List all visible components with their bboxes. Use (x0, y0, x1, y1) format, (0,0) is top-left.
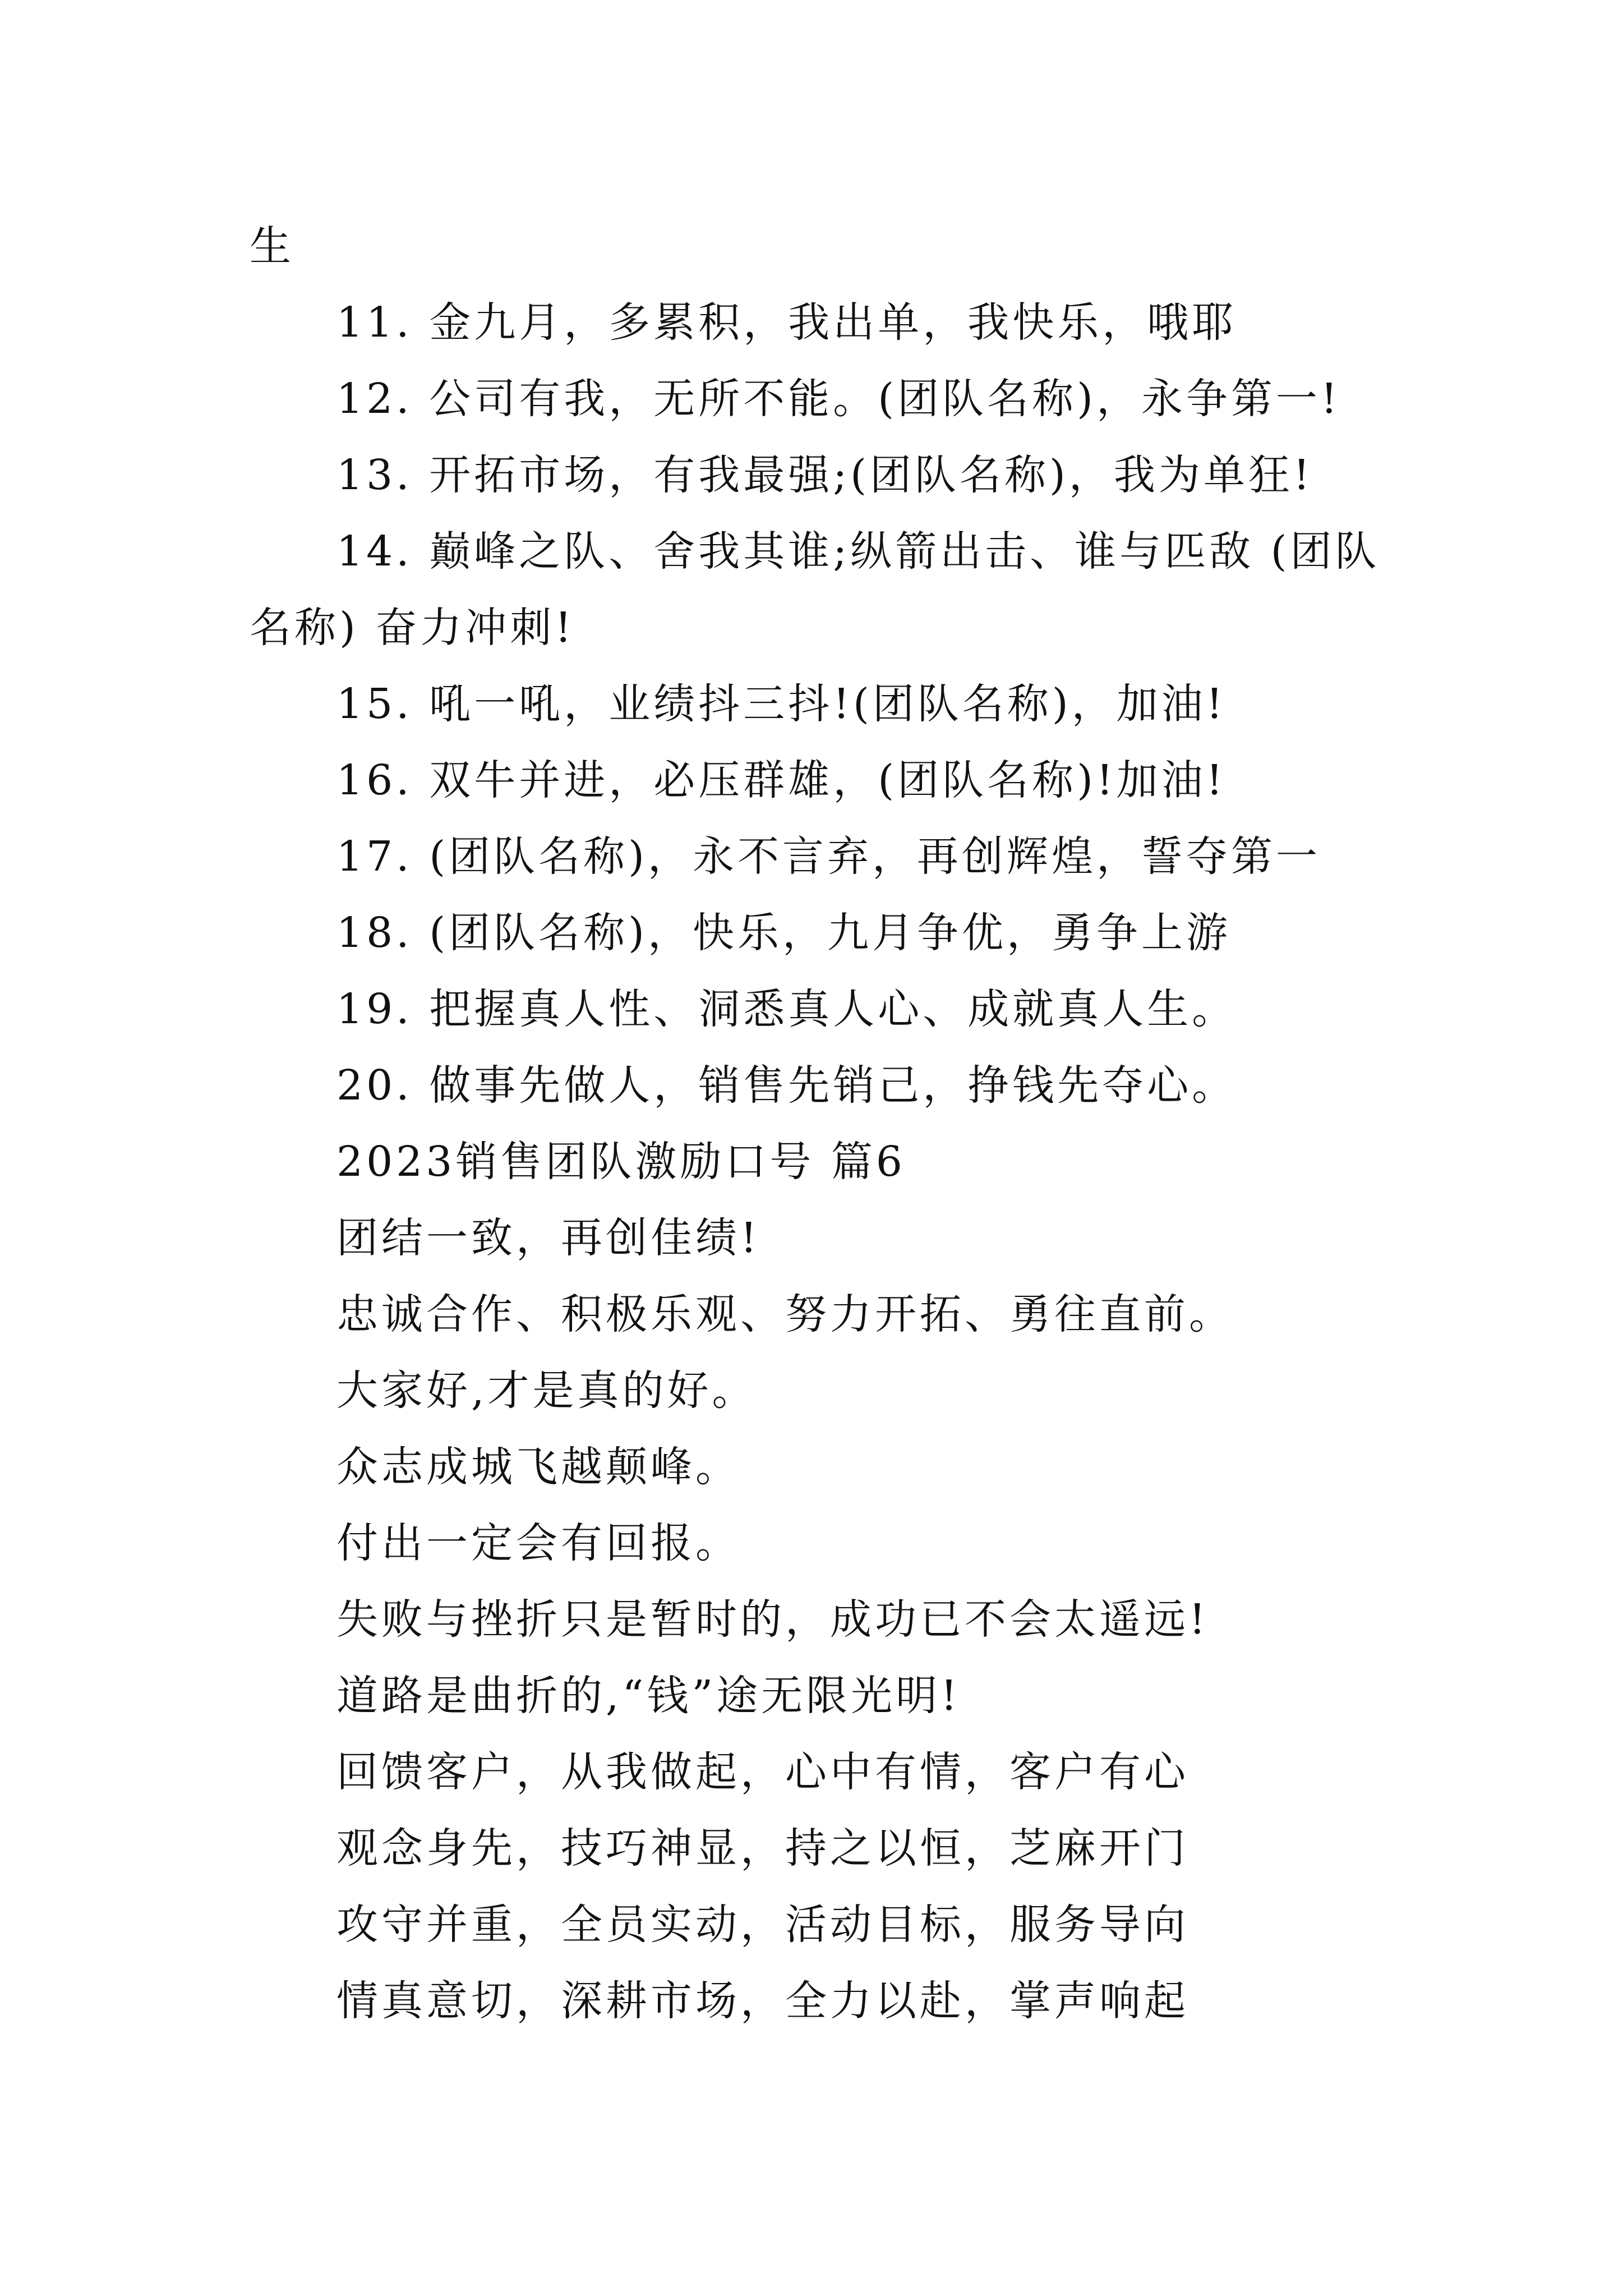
text-line: 众志成城飞越颠峰。 (336, 1443, 740, 1491)
text-line: 攻守并重，全员实动，活动目标，服务导向 (336, 1901, 1189, 1949)
text-line: 团结一致，再创佳绩! (336, 1214, 760, 1262)
text-line: 忠诚合作、积极乐观、努力开拓、勇往直前。 (336, 1290, 1234, 1338)
text-line: 15. 吼一吼，业绩抖三抖!(团队名称)，加油! (336, 680, 1227, 728)
text-line: 16. 双牛并进，必压群雄，(团队名称)!加油! (336, 756, 1227, 804)
text-line: 11. 金九月，多累积，我出单，我快乐，哦耶 (336, 298, 1237, 347)
text-line: 17. (团队名称)，永不言弃，再创辉煌，誓夺第一 (336, 832, 1321, 881)
text-line: 14. 巅峰之队、舍我其谁;纵箭出击、谁与匹敌 (团队 (336, 527, 1380, 576)
text-line: 20. 做事先做人，销售先销己，挣钱先夺心。 (336, 1061, 1237, 1110)
text-line: 13. 开拓市场，有我最强;(团队名称)，我为单狂! (336, 451, 1313, 499)
text-line: 回馈客户，从我做起，心中有情，客户有心 (336, 1748, 1189, 1796)
text-line: 大家好,才是真的好。 (336, 1366, 757, 1415)
section-heading: 2023销售团队激励口号 篇6 (336, 1138, 906, 1186)
text-line: 情真意切，深耕市场，全力以赴，掌声响起 (336, 1977, 1189, 2025)
text-line: 失败与挫折只是暂时的，成功已不会太遥远! (336, 1595, 1209, 1644)
text-line: 18. (团队名称)，快乐，九月争优，勇争上游 (336, 909, 1231, 957)
text-line: 19. 把握真人性、洞悉真人心、成就真人生。 (336, 985, 1237, 1033)
text-line: 生 (250, 222, 294, 270)
text-line: 道路是曲折的,“钱”途无限光明! (336, 1672, 961, 1720)
text-line: 名称) 奋力冲刺! (250, 604, 575, 652)
text-line: 观念身先，技巧神显，持之以恒，芝麻开门 (336, 1824, 1189, 1872)
text-line: 付出一定会有回报。 (336, 1519, 740, 1567)
text-line: 12. 公司有我，无所不能。(团队名称)，永争第一! (336, 375, 1341, 423)
